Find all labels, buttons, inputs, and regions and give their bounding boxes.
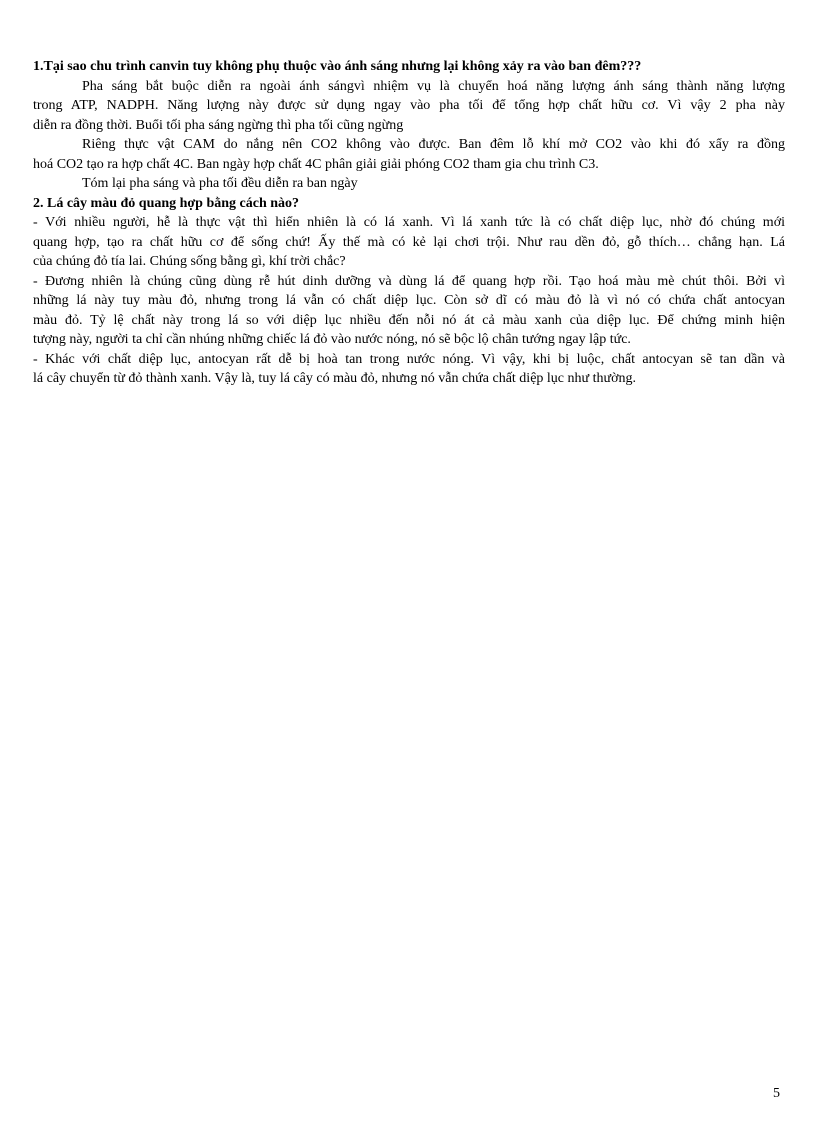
section-2-paragraph-1-line-2: quang hợp, tạo ra chất hữu cơ để sống chứ! Ấy thế mà có kẻ lại chơi trội. Như rau dền đỏ, gỗ thích… chẳng hạn. Lá (33, 234, 785, 250)
section-2-paragraph-3-line-1: - Khác với chất diệp lục, antocyan rất dễ bị hoà tan trong nước nóng. Vì vậy, khi bị luộc, chất antocyan sẽ tan dần và (33, 351, 785, 367)
section-2-paragraph-1-line-1: - Với nhiều người, hễ là thực vật thì hiển nhiên là có lá xanh. Vì lá xanh tức là có chất diệp lục, nhờ đó chúng mới (33, 215, 785, 230)
section-2-paragraph-3-line-2: lá cây chuyển từ đỏ thành xanh. Vậy là, tuy lá cây có màu đỏ, nhưng nó vẫn chứa chất diệp lục như thường. (33, 371, 636, 386)
section-1-paragraph-2-line-2: hoá CO2 tạo ra hợp chất 4C. Ban ngày hợp chất 4C phân giải giải phóng CO2 tham gia chu trình C3. (33, 156, 599, 172)
document-page (33, 57, 785, 389)
section-2-paragraph-2-line-1: - Đương nhiên là chúng cũng dùng rễ hút dinh dưỡng và dùng lá để quang hợp rồi. Tạo hoá màu mè chút thôi. Bởi vì (33, 273, 785, 289)
section-2-paragraph-2-line-3: màu đỏ. Tỷ lệ chất này trong lá so với diệp lục nhiều đến nỗi nó át cả màu xanh của diệp lục. Để chứng minh hiện (33, 312, 785, 328)
section-2-heading: 2. Lá cây màu đỏ quang hợp bằng cách nào? (33, 195, 300, 211)
section-1-paragraph-2-line-1: Riêng thực vật CAM do nắng nên CO2 không vào được. Ban đêm lỗ khí mở CO2 vào khi đó xẩy ra đồng (82, 137, 785, 152)
section-1-paragraph-1-line-3: diễn ra đồng thời. Buổi tối pha sáng ngừng thì pha tối cũng ngừng (33, 117, 404, 133)
section-1-heading: 1.Tại sao chu trình canvin tuy không phụ thuộc vào ánh sáng nhưng lại không xảy ra vào ban đêm??? (33, 59, 642, 74)
section-1-paragraph-1-line-1: Pha sáng bắt buộc diễn ra ngoài ánh sángvì nhiệm vụ là chuyển hoá năng lượng ánh sáng thành năng lượng (82, 78, 785, 94)
section-1-paragraph-1-line-2: trong ATP, NADPH. Năng lượng này được sử dụng ngay vào pha tối để tổng hợp chất hữu cơ. Vì vậy 2 pha này (33, 98, 785, 113)
section-2-paragraph-2-line-4: tượng này, người ta chỉ cần nhúng những chiếc lá đỏ vào nước nóng, nó sẽ bộc lộ chân tướng ngay lập tức. (33, 332, 631, 347)
page-number: 5 (773, 1086, 780, 1101)
section-1-summary: Tóm lại pha sáng và pha tối đều diễn ra ban ngày (82, 176, 358, 191)
section-2-paragraph-2-line-2: những lá này tuy màu đỏ, nhưng trong lá vẫn có chất diệp lục. Còn sở dĩ có màu đỏ là vì nó có chứa chất antocyan (33, 293, 785, 308)
section-2-paragraph-1-line-3: của chúng đỏ tía lai. Chúng sống bằng gì, khí trời chắc? (33, 254, 346, 269)
